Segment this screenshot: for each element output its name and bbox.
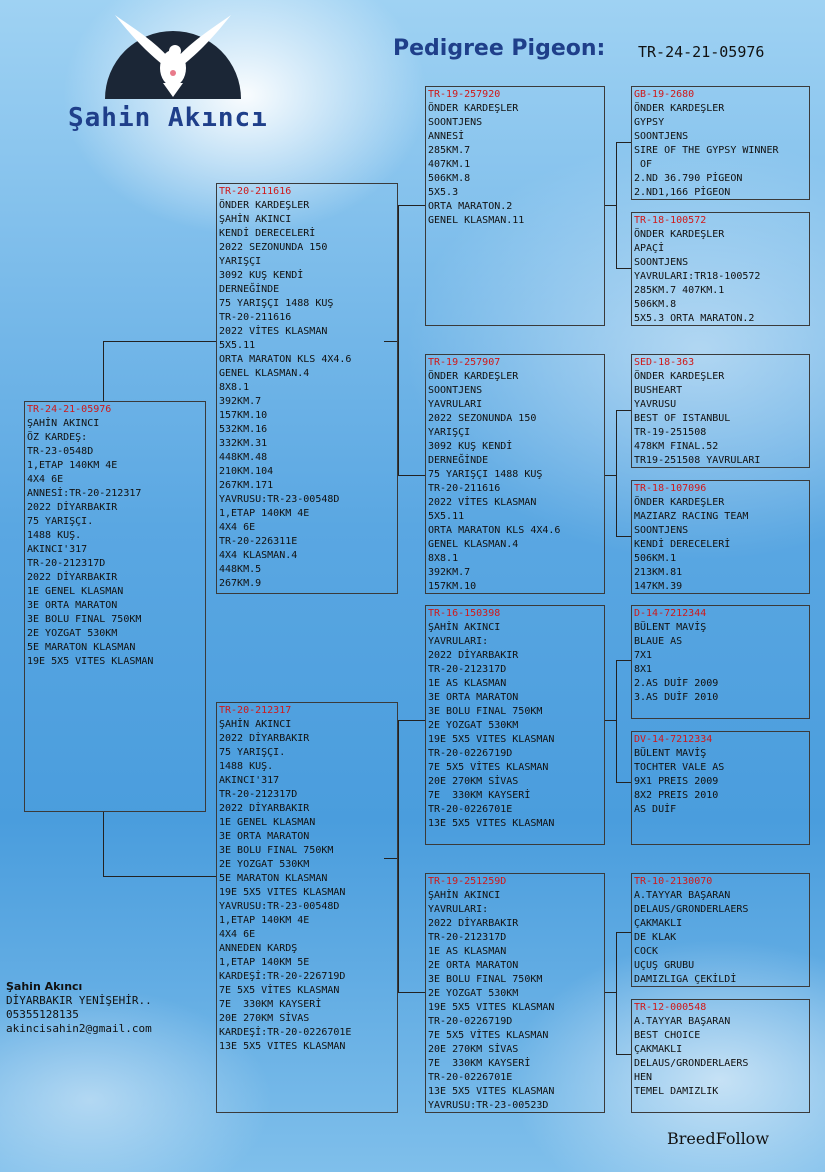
- detail-line: 20E 270KM SİVAS: [428, 776, 519, 787]
- detail-line: SOONTJENS: [428, 117, 483, 128]
- detail-line: YAVRULARI: [428, 399, 483, 410]
- detail-line: 7E 330KM KAYSERİ: [219, 999, 322, 1010]
- detail-line: YAVRUSU:TR-23-00523D: [428, 1100, 549, 1111]
- detail-line: GENEL KLASMAN.11: [428, 215, 525, 226]
- contact-email[interactable]: akincisahin2@gmail.com: [6, 1022, 152, 1035]
- detail-line: OF: [634, 159, 653, 170]
- detail-line: 210KM.104: [219, 466, 274, 477]
- detail-line: ŞAHİN AKINCI: [428, 622, 501, 633]
- connector: [616, 932, 617, 1054]
- detail-line: GENEL KLASMAN.4: [219, 368, 310, 379]
- ring-id: DV-14-7212334: [634, 734, 713, 745]
- detail-line: 1,ETAP 140KM 4E: [219, 508, 310, 519]
- contact-name: Şahin Akıncı: [6, 980, 83, 993]
- connector: [103, 812, 104, 876]
- pedigree-details: [634, 370, 807, 468]
- detail-line: DERNEĞİNDE: [219, 284, 280, 295]
- ring-id: TR-18-107096: [634, 483, 707, 494]
- detail-line: ORTA MARATON KLS 4X4.6: [219, 354, 352, 365]
- detail-line: 1488 KUŞ.: [219, 761, 274, 772]
- detail-line: 19E 5X5 VITES KLASMAN: [27, 656, 154, 667]
- ring-id: TR-10-2130070: [634, 876, 713, 887]
- pedigree-box-subject[interactable]: [24, 401, 206, 812]
- connector: [605, 205, 616, 206]
- detail-line: 2022 SEZONUNDA 150: [428, 413, 537, 424]
- pedigree-details: [219, 199, 395, 591]
- pedigree-details: [634, 1015, 807, 1099]
- pedigree-box-g3-5[interactable]: [631, 605, 810, 719]
- pedigree-details: [219, 718, 395, 1054]
- detail-line: BUSHEART: [634, 385, 683, 396]
- ring-id: TR-20-212317: [219, 705, 292, 716]
- detail-line: 3092 KUŞ KENDİ: [428, 441, 513, 452]
- pedigree-details: [428, 889, 602, 1113]
- detail-line: 2022 SEZONUNDA 150: [219, 242, 328, 253]
- detail-line: 8X8.1: [219, 382, 250, 393]
- detail-line: TR-20-212317D: [27, 558, 106, 569]
- detail-line: 1E AS KLASMAN: [428, 678, 507, 689]
- pedigree-box-g3-2[interactable]: [631, 212, 810, 326]
- connector: [616, 782, 631, 783]
- connector: [103, 341, 217, 342]
- detail-line: 2022 DİYARBAKIR: [428, 918, 519, 929]
- ring-id: D-14-7212344: [634, 608, 707, 619]
- detail-line: ÖNDER KARDEŞLER: [219, 200, 310, 211]
- detail-line: DELAUS/GRONDERLAERS: [634, 904, 749, 915]
- detail-line: 3.AS DUİF 2010: [634, 692, 719, 703]
- detail-line: 147KM.39: [634, 581, 683, 592]
- detail-line: HEN: [634, 1072, 653, 1083]
- detail-line: 4X4 6E: [219, 522, 256, 533]
- contact-phone: 05355128135: [6, 1008, 79, 1021]
- detail-line: 2E YOZGAT 530KM: [428, 720, 519, 731]
- pedigree-box-sire[interactable]: [216, 183, 398, 594]
- pedigree-details: [27, 417, 203, 669]
- pedigree-box-sire-dam[interactable]: [425, 354, 605, 594]
- ring-id: TR-18-100572: [634, 215, 707, 226]
- detail-line: DERNEĞİNDE: [428, 455, 489, 466]
- detail-line: 7E 5X5 VİTES KLASMAN: [219, 985, 340, 996]
- detail-line: TR-20-0226701E: [428, 804, 513, 815]
- detail-line: YARIŞÇI: [428, 427, 471, 438]
- detail-line: DAMIZLIGA ÇEKİLDİ: [634, 974, 737, 985]
- detail-line: 157KM.10: [428, 581, 477, 592]
- detail-line: 2E YOZGAT 530KM: [219, 859, 310, 870]
- pedigree-details: [634, 889, 807, 987]
- pedigree-box-g3-3[interactable]: [631, 354, 810, 468]
- pedigree-details: [634, 102, 807, 200]
- detail-line: 1E AS KLASMAN: [428, 946, 507, 957]
- detail-line: TR19-251508 YAVRULARI: [634, 455, 761, 466]
- detail-line: 267KM.171: [219, 480, 274, 491]
- detail-line: BEST CHOICE: [634, 1030, 701, 1041]
- ring-id: SED-18-363: [634, 357, 695, 368]
- detail-line: 448KM.48: [219, 452, 268, 463]
- detail-line: 2E ORTA MARATON: [428, 960, 519, 971]
- detail-line: KENDİ DERECELERİ: [219, 228, 316, 239]
- pedigree-box-sire-sire[interactable]: [425, 86, 605, 326]
- connector: [398, 205, 426, 206]
- detail-line: TR-20-0226701E: [428, 1072, 513, 1083]
- detail-line: TOCHTER VALE AS: [634, 762, 725, 773]
- detail-line: 8X2 PREIS 2010: [634, 790, 719, 801]
- detail-line: TR-23-0548D: [27, 446, 94, 457]
- detail-line: 3E BOLU FINAL 750KM: [428, 706, 543, 717]
- connector: [616, 410, 631, 411]
- detail-line: 3E ORTA MARATON: [27, 600, 118, 611]
- detail-line: TR-20-0226719D: [428, 1016, 513, 1027]
- detail-line: 2022 DİYARBAKIR: [219, 733, 310, 744]
- connector: [398, 720, 399, 992]
- detail-line: 2022 DİYARBAKIR: [219, 803, 310, 814]
- detail-line: TR-20-212317D: [428, 932, 507, 943]
- detail-line: 20E 270KM SİVAS: [428, 1044, 519, 1055]
- ring-id: TR-19-257920: [428, 89, 501, 100]
- detail-line: 506KM.8: [634, 299, 677, 310]
- detail-line: 2022 DİYARBAKIR: [428, 650, 519, 661]
- detail-line: APAÇİ: [634, 243, 665, 254]
- detail-line: ÖZ KARDEŞ:: [27, 432, 88, 443]
- detail-line: 4X4 6E: [219, 929, 256, 940]
- detail-line: 506KM.1: [634, 553, 677, 564]
- detail-line: TR-20-212317D: [219, 789, 298, 800]
- detail-line: 407KM.1: [428, 159, 471, 170]
- connector: [616, 142, 617, 268]
- detail-line: YAVRULARI:: [428, 904, 489, 915]
- detail-line: SOONTJENS: [634, 131, 689, 142]
- detail-line: GENEL KLASMAN.4: [428, 539, 519, 550]
- detail-line: ANNESİ: [428, 131, 465, 142]
- detail-line: 13E 5X5 VITES KLASMAN: [219, 1041, 346, 1052]
- pedigree-details: [428, 102, 602, 228]
- detail-line: 332KM.31: [219, 438, 268, 449]
- detail-line: ANNESİ:TR-20-212317: [27, 488, 142, 499]
- detail-line: TR-20-212317D: [428, 664, 507, 675]
- detail-line: UÇUŞ GRUBU: [634, 960, 695, 971]
- detail-line: ANNEDEN KARDŞ: [219, 943, 298, 954]
- detail-line: 3E BOLU FINAL 750KM: [27, 614, 142, 625]
- detail-line: SIRE OF THE GYPSY WINNER: [634, 145, 779, 156]
- pedigree-details: [634, 228, 807, 326]
- detail-line: 1,ETAP 140KM 5E: [219, 957, 310, 968]
- dove-logo-icon: [103, 13, 243, 99]
- detail-line: 532KM.16: [219, 424, 268, 435]
- ring-id: TR-12-000548: [634, 1002, 707, 1013]
- contact-address: DİYARBAKIR YENİŞEHİR..: [6, 994, 152, 1007]
- detail-line: 2022 DİYARBAKIR: [27, 572, 118, 583]
- detail-line: ÖNDER KARDEŞLER: [634, 103, 725, 114]
- detail-line: 13E 5X5 VITES KLASMAN: [428, 818, 555, 829]
- detail-line: 19E 5X5 VITES KLASMAN: [428, 734, 555, 745]
- detail-line: YAVRULARI:: [428, 636, 489, 647]
- detail-line: TR-20-226311E: [219, 536, 298, 547]
- connector: [616, 660, 631, 661]
- detail-line: 19E 5X5 VITES KLASMAN: [428, 1002, 555, 1013]
- connector: [398, 720, 426, 721]
- detail-line: ÖNDER KARDEŞLER: [428, 103, 519, 114]
- detail-line: YAVRUSU:TR-23-00548D: [219, 494, 340, 505]
- detail-line: ORTA MARATON.2: [428, 201, 513, 212]
- detail-line: TR-19-251508: [634, 427, 707, 438]
- connector: [398, 205, 399, 341]
- detail-line: BEST OF ISTANBUL: [634, 413, 731, 424]
- detail-line: GYPSY: [634, 117, 665, 128]
- detail-line: 20E 270KM SİVAS: [219, 1013, 310, 1024]
- detail-line: 3E ORTA MARATON: [219, 831, 310, 842]
- detail-line: 3E ORTA MARATON: [428, 692, 519, 703]
- detail-line: DE KLAK: [634, 932, 677, 943]
- detail-line: 8X1: [634, 664, 653, 675]
- detail-line: COCK: [634, 946, 659, 957]
- detail-line: ÇAKMAKLI: [634, 918, 683, 929]
- connector: [398, 992, 426, 993]
- detail-line: 4X4 6E: [27, 474, 64, 485]
- detail-line: 2.ND1,166 PİGEON: [634, 187, 731, 198]
- detail-line: AS DUİF: [634, 804, 677, 815]
- detail-line: A.TAYYAR BAŞARAN: [634, 890, 731, 901]
- detail-line: 392KM.7: [219, 396, 262, 407]
- detail-line: 478KM FINAL.52: [634, 441, 719, 452]
- pedigree-box-g3-8[interactable]: [631, 999, 810, 1113]
- connector: [616, 932, 631, 933]
- detail-line: 7E 330KM KAYSERİ: [428, 1058, 531, 1069]
- pedigree-box-g3-7[interactable]: [631, 873, 810, 987]
- detail-line: 2.ND 36.790 PİGEON: [634, 173, 743, 184]
- detail-line: 392KM.7: [428, 567, 471, 578]
- detail-line: ÖNDER KARDEŞLER: [428, 371, 519, 382]
- detail-line: YAVRULARI:TR18-100572: [634, 271, 761, 282]
- detail-line: 1E GENEL KLASMAN: [27, 586, 124, 597]
- detail-line: YAVRUSU:TR-23-00548D: [219, 901, 340, 912]
- connector: [616, 536, 631, 537]
- connector: [616, 410, 617, 536]
- detail-line: 157KM.10: [219, 410, 268, 421]
- detail-line: SOONTJENS: [634, 257, 689, 268]
- detail-line: 267KM.9: [219, 578, 262, 589]
- detail-line: 7E 5X5 VİTES KLASMAN: [428, 762, 549, 773]
- detail-line: TR-20-211616: [219, 312, 292, 323]
- detail-line: 5X5.3: [428, 187, 459, 198]
- ring-id: TR-20-211616: [219, 186, 292, 197]
- detail-line: 3E BOLU FINAL 750KM: [219, 845, 334, 856]
- detail-line: ŞAHİN AKINCI: [219, 214, 292, 225]
- detail-line: 75 YARIŞÇI 1488 KUŞ: [219, 298, 334, 309]
- detail-line: TR-20-0226719D: [428, 748, 513, 759]
- connector: [616, 268, 631, 269]
- connector: [616, 142, 631, 143]
- detail-line: 2E YOZGAT 530KM: [27, 628, 118, 639]
- detail-line: DELAUS/GRONDERLAERS: [634, 1058, 749, 1069]
- detail-line: 1488 KUŞ.: [27, 530, 82, 541]
- detail-line: 2022 DİYARBAKIR: [27, 502, 118, 513]
- detail-line: 5X5.11: [219, 340, 256, 351]
- detail-line: 2.AS DUİF 2009: [634, 678, 719, 689]
- connector: [616, 1054, 631, 1055]
- ring-id: TR-24-21-05976: [27, 404, 112, 415]
- detail-line: SOONTJENS: [428, 385, 483, 396]
- detail-line: 1,ETAP 140KM 4E: [27, 460, 118, 471]
- detail-line: ÖNDER KARDEŞLER: [634, 371, 725, 382]
- detail-line: 5E MARATON KLASMAN: [219, 873, 328, 884]
- ring-id: TR-19-257907: [428, 357, 501, 368]
- detail-line: BÜLENT MAVİŞ: [634, 622, 707, 633]
- detail-line: 8X8.1: [428, 553, 459, 564]
- detail-line: ŞAHİN AKINCI: [27, 418, 100, 429]
- detail-line: 7E 5X5 VİTES KLASMAN: [428, 1030, 549, 1041]
- detail-line: 213KM.81: [634, 567, 683, 578]
- detail-line: YAVRUSU: [634, 399, 677, 410]
- detail-line: ÖNDER KARDEŞLER: [634, 229, 725, 240]
- detail-line: MAZIARZ RACING TEAM: [634, 511, 749, 522]
- detail-line: ŞAHİN AKINCI: [219, 719, 292, 730]
- connector: [398, 341, 399, 475]
- detail-line: 1,ETAP 140KM 4E: [219, 915, 310, 926]
- detail-line: 75 YARIŞÇI 1488 KUŞ: [428, 469, 543, 480]
- detail-line: 5E MARATON KLASMAN: [27, 642, 136, 653]
- pedigree-details: [634, 621, 807, 705]
- detail-line: KARDEŞİ:TR-20-226719D: [219, 971, 346, 982]
- detail-line: 75 YARIŞÇI.: [219, 747, 286, 758]
- ring-id: TR-16-150398: [428, 608, 501, 619]
- detail-line: A.TAYYAR BAŞARAN: [634, 1016, 731, 1027]
- connector: [605, 992, 616, 993]
- detail-line: ŞAHİN AKINCI: [428, 890, 501, 901]
- detail-line: TR-20-211616: [428, 483, 501, 494]
- connector: [398, 475, 426, 476]
- detail-line: 2E YOZGAT 530KM: [428, 988, 519, 999]
- connector: [605, 475, 616, 476]
- footer-brand: BreedFollow: [667, 1129, 770, 1148]
- detail-line: 13E 5X5 VITES KLASMAN: [428, 1086, 555, 1097]
- detail-line: 2022 VİTES KLASMAN: [428, 497, 537, 508]
- detail-line: 285KM.7: [428, 145, 471, 156]
- connector: [616, 660, 617, 782]
- breeder-name: Şahin Akıncı: [68, 103, 268, 133]
- detail-line: 448KM.5: [219, 564, 262, 575]
- ring-id: GB-19-2680: [634, 89, 695, 100]
- pedigree-box-g3-6[interactable]: [631, 731, 810, 845]
- detail-line: ÇAKMAKLI: [634, 1044, 683, 1055]
- pedigree-box-dam-sire[interactable]: [425, 605, 605, 845]
- title-ring-id: TR-24-21-05976: [638, 43, 765, 61]
- detail-line: AKINCI'317: [219, 775, 280, 786]
- detail-line: 9X1 PREIS 2009: [634, 776, 719, 787]
- contact-block: [6, 980, 152, 1036]
- pedigree-box-g3-4[interactable]: [631, 480, 810, 594]
- detail-line: 285KM.7 407KM.1: [634, 285, 725, 296]
- detail-line: 1E GENEL KLASMAN: [219, 817, 316, 828]
- detail-line: 7X1: [634, 650, 653, 661]
- connector: [605, 720, 616, 721]
- detail-line: 506KM.8: [428, 173, 471, 184]
- pedigree-details: [428, 370, 602, 594]
- detail-line: 2022 VİTES KLASMAN: [219, 326, 328, 337]
- detail-line: SOONTJENS: [634, 525, 689, 536]
- pedigree-details: [634, 747, 807, 817]
- detail-line: 7E 330KM KAYSERİ: [428, 790, 531, 801]
- detail-line: 3E BOLU FINAL 750KM: [428, 974, 543, 985]
- page-title: Pedigree Pigeon:: [393, 36, 606, 61]
- detail-line: ORTA MARATON KLS 4X4.6: [428, 525, 561, 536]
- detail-line: YARIŞÇI: [219, 256, 262, 267]
- detail-line: TEMEL DAMIZLIK: [634, 1086, 719, 1097]
- ring-id: TR-19-251259D: [428, 876, 507, 887]
- detail-line: ÖNDER KARDEŞLER: [634, 497, 725, 508]
- detail-line: 5X5.3 ORTA MARATON.2: [634, 313, 755, 324]
- detail-line: KENDİ DERECELERİ: [634, 539, 731, 550]
- detail-line: 4X4 KLASMAN.4: [219, 550, 298, 561]
- detail-line: 3092 KUŞ KENDİ: [219, 270, 304, 281]
- detail-line: KARDEŞİ:TR-20-0226701E: [219, 1027, 352, 1038]
- detail-line: BÜLENT MAVİŞ: [634, 748, 707, 759]
- pedigree-box-dam[interactable]: [216, 702, 398, 1113]
- pedigree-box-g3-1[interactable]: [631, 86, 810, 200]
- pedigree-box-dam-dam[interactable]: [425, 873, 605, 1113]
- pedigree-details: [428, 621, 602, 831]
- pedigree-details: [634, 496, 807, 594]
- detail-line: BLAUE AS: [634, 636, 683, 647]
- detail-line: AKINCI'317: [27, 544, 88, 555]
- connector: [103, 341, 104, 401]
- detail-line: 5X5.11: [428, 511, 465, 522]
- connector: [103, 876, 217, 877]
- detail-line: 19E 5X5 VITES KLASMAN: [219, 887, 346, 898]
- detail-line: 75 YARIŞÇI.: [27, 516, 94, 527]
